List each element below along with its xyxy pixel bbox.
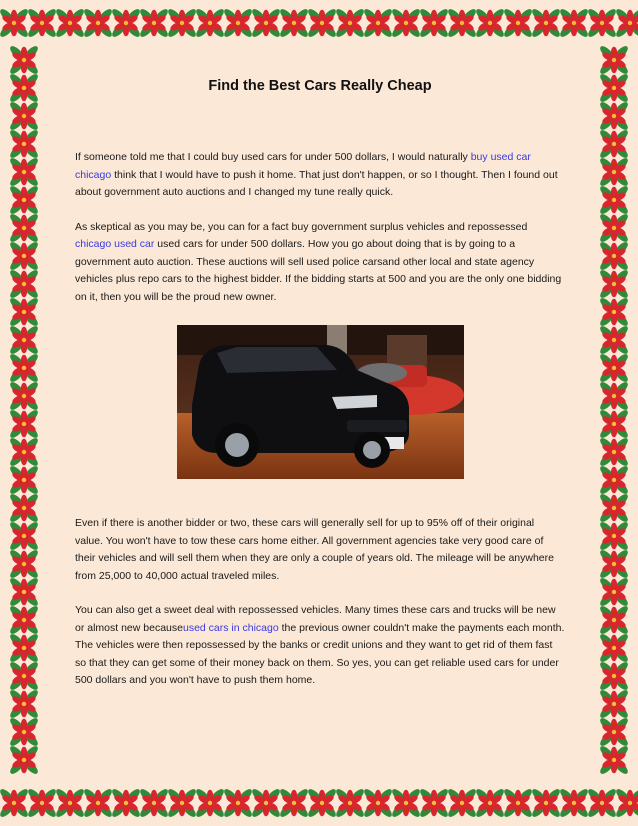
paragraph-2-text-a: As skeptical as you may be, you can for a fact buy government surplus vehicles and repossessed	[75, 220, 528, 233]
poinsettia-icon	[138, 7, 170, 39]
poinsettia-icon	[54, 787, 86, 819]
poinsettia-icon	[8, 240, 40, 272]
poinsettia-icon	[8, 688, 40, 720]
poinsettia-icon	[446, 787, 478, 819]
poinsettia-icon	[8, 464, 40, 496]
poinsettia-icon	[390, 7, 422, 39]
poinsettia-icon	[598, 380, 630, 412]
poinsettia-icon	[362, 7, 394, 39]
poinsettia-icon	[8, 100, 40, 132]
poinsettia-icon	[166, 787, 198, 819]
poinsettia-icon	[598, 548, 630, 580]
poinsettia-icon	[598, 324, 630, 356]
paragraph-1-text-a: If someone told me that I could buy used cars for under 500 dollars, I would naturally	[75, 151, 471, 163]
poinsettia-icon	[306, 7, 338, 39]
poinsettia-icon	[598, 744, 630, 776]
poinsettia-icon	[598, 212, 630, 244]
poinsettia-icon	[446, 7, 478, 39]
poinsettia-border-top-icon	[0, 0, 638, 46]
poinsettia-icon	[598, 72, 630, 104]
link-used-cars-in-chicago[interactable]: used cars in chicago	[182, 621, 279, 634]
poinsettia-icon	[8, 212, 40, 244]
poinsettia-icon	[598, 240, 630, 272]
poinsettia-icon	[8, 576, 40, 608]
poinsettia-icon	[110, 7, 142, 39]
link-buy-used-car-chicago[interactable]: buy used car chicago	[75, 151, 531, 181]
poinsettia-icon	[598, 352, 630, 384]
car-photo	[177, 325, 464, 479]
poinsettia-icon	[598, 716, 630, 748]
poinsettia-icon	[598, 492, 630, 524]
poinsettia-icon	[598, 436, 630, 468]
poinsettia-icon	[598, 296, 630, 328]
poinsettia-icon	[598, 464, 630, 496]
poinsettia-icon	[598, 688, 630, 720]
poinsettia-icon	[8, 156, 40, 188]
poinsettia-icon	[334, 787, 366, 819]
poinsettia-icon	[138, 787, 170, 819]
poinsettia-icon	[530, 787, 562, 819]
poinsettia-icon	[8, 604, 40, 636]
poinsettia-icon	[598, 408, 630, 440]
poinsettia-icon	[390, 787, 422, 819]
poinsettia-icon	[306, 787, 338, 819]
poinsettia-icon	[598, 100, 630, 132]
poinsettia-icon	[474, 7, 506, 39]
paragraph-4-text-a: You can also get a sweet deal with repossessed vehicles. Many times these cars and trucks will be new or almost new because	[75, 604, 556, 634]
poinsettia-icon	[278, 7, 310, 39]
poinsettia-icon	[530, 7, 562, 39]
poinsettia-icon	[598, 128, 630, 160]
poinsettia-icon	[8, 296, 40, 328]
poinsettia-icon	[8, 716, 40, 748]
poinsettia-icon	[598, 44, 630, 76]
poinsettia-icon	[8, 548, 40, 580]
poinsettia-icon	[8, 72, 40, 104]
poinsettia-icon	[194, 787, 226, 819]
paragraph-3: Even if there is another bidder or two, these cars will generally sell for up to 95% off of their original value. You won't have to tow these cars home either. All government agencies take very good care of their vehicles and will sell them when they are only a couple of years old. The mileage will be anywhere from 25,000 to 40,000 actual traveled miles.	[75, 517, 554, 582]
poinsettia-icon	[222, 7, 254, 39]
poinsettia-icon	[8, 380, 40, 412]
poinsettia-icon	[82, 7, 114, 39]
paragraph-1	[75, 149, 565, 202]
paragraph-2	[75, 219, 565, 307]
poinsettia-icon	[8, 44, 40, 76]
poinsettia-icon	[8, 436, 40, 468]
poinsettia-icon	[598, 660, 630, 692]
paragraph-4	[75, 602, 565, 690]
paragraph-2-text-b: used cars for under 500 dollars. How you go about doing that is by going to a government auto auction. These auctions will sell used police carsand other local and state agency vehicles plus repo cars to the highest bidder. If the bidding starts at 500 and you are the only one bidding on it, then you will be the proud new owner.	[75, 238, 562, 303]
poinsettia-icon	[418, 7, 450, 39]
poinsettia-icon	[502, 787, 534, 819]
poinsettia-icon	[418, 787, 450, 819]
poinsettia-icon	[82, 787, 114, 819]
poinsettia-icon	[166, 7, 198, 39]
poinsettia-icon	[598, 184, 630, 216]
poinsettia-border-bottom-icon	[0, 779, 638, 826]
poinsettia-icon	[250, 7, 282, 39]
document-body	[75, 70, 565, 690]
poinsettia-icon	[598, 520, 630, 552]
poinsettia-icon	[8, 324, 40, 356]
poinsettia-icon	[8, 128, 40, 160]
poinsettia-border-left-icon	[0, 0, 50, 826]
poinsettia-icon	[598, 156, 630, 188]
poinsettia-icon	[558, 787, 590, 819]
poinsettia-icon	[8, 520, 40, 552]
poinsettia-icon	[474, 787, 506, 819]
paragraph-4-text-b: the previous owner couldn't make the payments each month. The vehicles were then repossessed by the banks or credit unions and they want to get rid of them fast so that they can get some of their money back on them. So yes, you can get reliable used cars for under 500 dollars and you won't have to push them home.	[75, 621, 565, 686]
poinsettia-icon	[110, 787, 142, 819]
poinsettia-icon	[8, 660, 40, 692]
poinsettia-icon	[278, 787, 310, 819]
poinsettia-icon	[598, 604, 630, 636]
page-title: Find the Best Cars Really Cheap	[208, 78, 432, 94]
poinsettia-icon	[502, 7, 534, 39]
poinsettia-icon	[8, 184, 40, 216]
poinsettia-border-right-icon	[590, 0, 638, 826]
poinsettia-icon	[194, 7, 226, 39]
poinsettia-icon	[54, 7, 86, 39]
paragraph-1-text-b: think that I would have to push it home. That just don't happen, or so I thought. Then I found out about government auto auctions and I changed my tune really quick.	[75, 168, 558, 198]
poinsettia-icon	[8, 268, 40, 300]
poinsettia-icon	[222, 787, 254, 819]
poinsettia-icon	[8, 744, 40, 776]
poinsettia-icon	[598, 268, 630, 300]
poinsettia-icon	[362, 787, 394, 819]
poinsettia-icon	[250, 787, 282, 819]
poinsettia-icon	[8, 408, 40, 440]
poinsettia-icon	[558, 7, 590, 39]
poinsettia-icon	[598, 576, 630, 608]
poinsettia-icon	[8, 632, 40, 664]
poinsettia-icon	[598, 632, 630, 664]
poinsettia-icon	[334, 7, 366, 39]
link-chicago-used-car[interactable]: chicago used car	[75, 238, 155, 250]
poinsettia-icon	[8, 352, 40, 384]
poinsettia-icon	[8, 492, 40, 524]
